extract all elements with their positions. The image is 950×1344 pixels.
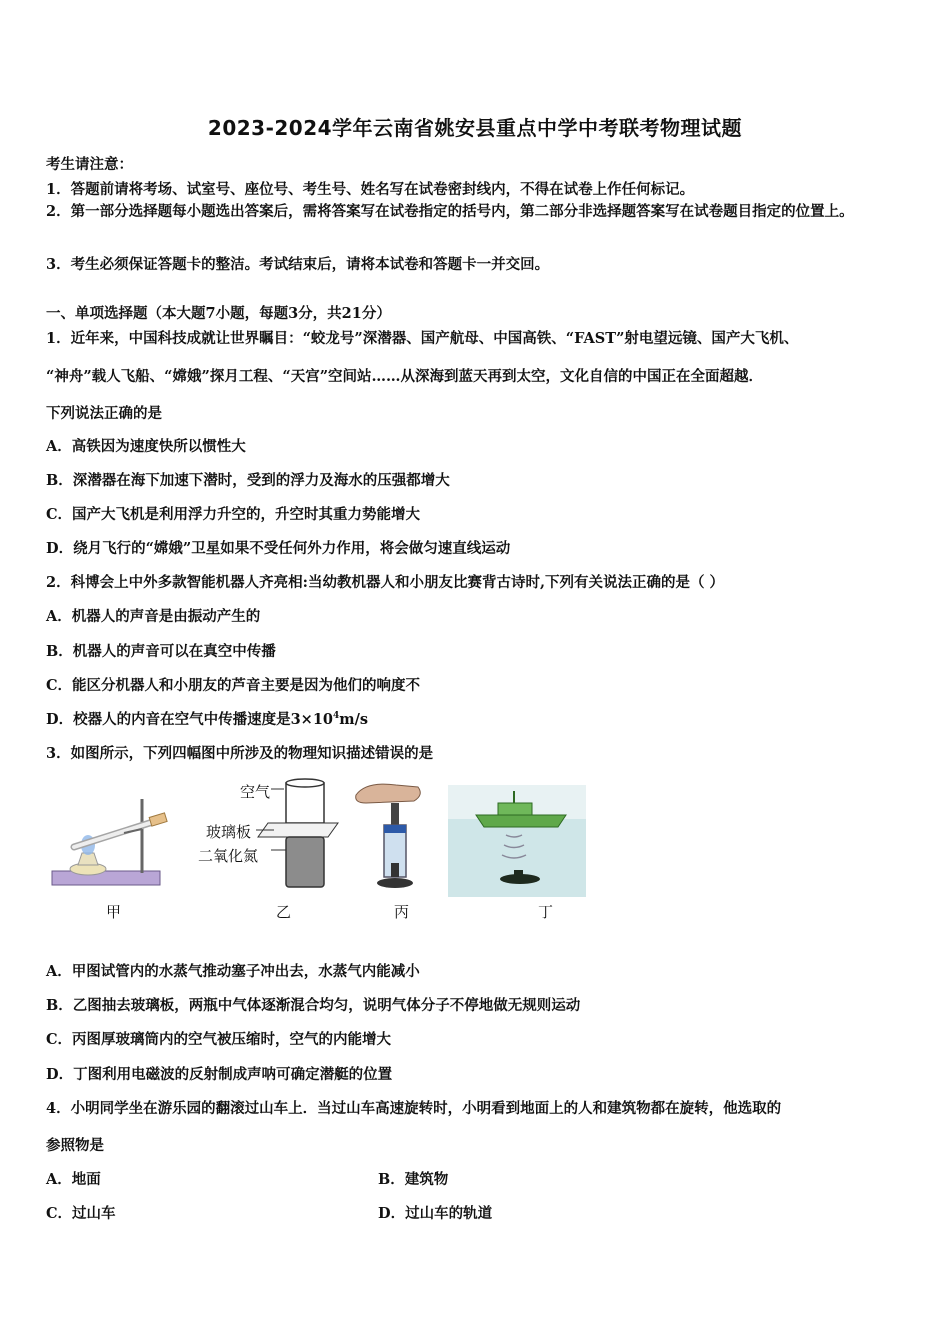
q2-speed-exp: 4 [333, 711, 340, 722]
page-title: 2023-2024学年云南省姚安县重点中学中考联考物理试题 [207, 116, 743, 140]
figure-jia-drawing [52, 799, 167, 885]
q1-stem-line3: 下列说法正确的是 [46, 405, 162, 422]
notice-item-3: 3．考生必须保证答题卡的整洁。考试结束后，请将本试卷和答题卡一并交回。 [46, 256, 550, 273]
q2-option-d-text: D．校器人的内音在空气中传播速度是 [46, 711, 291, 728]
q3-figure-drawing [46, 775, 606, 925]
q4-option-b: B．建筑物 [378, 1171, 449, 1188]
q2-stem: 2．科博会上中外多款智能机器人齐亮相:当幼教机器人和小朋友比赛背古诗时,下列有关说法正确的是（ ） [46, 574, 725, 591]
q2-speed-unit: m/s [339, 711, 369, 728]
q4-stem-line2: 参照物是 [46, 1137, 104, 1154]
q3-figure [46, 775, 606, 925]
figure-text-no2: 二氧化氮 [198, 847, 259, 865]
q1-option-c: C．国产大飞机是利用浮力升空的，升空时其重力势能增大 [46, 506, 421, 523]
q4-stem-line1: 4．小明同学坐在游乐园的翻滚过山车上．当过山车高速旋转时，小明看到地面上的人和建筑物都在旋转，他选取的 [46, 1100, 782, 1117]
q1-stem-line1: 1．近年来，中国科技成就让世界瞩目：“蛟龙号”深潜器、国产航母、中国高铁、“FAST”射电望远镜、国产大飞机、 [46, 330, 799, 347]
q3-stem: 3．如图所示，下列四幅图中所涉及的物理知识描述错误的是 [46, 745, 434, 762]
figure-bing-drawing [356, 784, 421, 888]
figure-label-ding: 丁 [538, 903, 554, 921]
figure-text-glass-plate: 玻璃板 [206, 823, 252, 841]
q1-option-a: A．高铁因为速度快所以惯性大 [46, 438, 246, 455]
q3-option-b: B．乙图抽去玻璃板，两瓶中气体逐渐混合均匀，说明气体分子不停地做无规则运动 [46, 997, 581, 1014]
q2-option-b: B．机器人的声音可以在真空中传播 [46, 643, 276, 660]
figure-label-yi: 乙 [276, 903, 292, 921]
q3-option-c: C．丙图厚玻璃筒内的空气被压缩时，空气的内能增大 [46, 1031, 392, 1048]
figure-text-air: 空气 [240, 783, 271, 801]
q3-option-a: A．甲图试管内的水蒸气推动塞子冲出去，水蒸气内能减小 [46, 963, 420, 980]
notice-heading: 考生请注意： [46, 156, 133, 173]
notice-item-1: 1．答题前请将考场、试室号、座位号、考生号、姓名写在试卷密封线内，不得在试卷上作任何标记。 [46, 181, 695, 198]
section-heading: 一、单项选择题（本大题7小题，每题3分，共21分） [46, 305, 391, 322]
figure-label-jia: 甲 [106, 903, 122, 921]
notice-item-2: 2．第一部分选择题每小题选出答案后，需将答案写在试卷指定的括号内，第二部分非选择题答案写在试卷题目指定的位置上。 [46, 203, 854, 220]
q4-option-a: A．地面 [46, 1171, 101, 1188]
q1-option-d: D．绕月飞行的“嫦娥”卫星如果不受任何外力作用，将会做匀速直线运动 [46, 540, 511, 557]
q3-option-d: D．丁图利用电磁波的反射制成声呐可确定潜艇的位置 [46, 1066, 393, 1083]
q2-option-d [46, 708, 368, 729]
q2-option-c: C．能区分机器人和小朋友的芦音主要是因为他们的响度不 [46, 677, 421, 694]
figure-ding-drawing [448, 785, 586, 897]
q1-option-b: B．深潜器在海下加速下潜时，受到的浮力及海水的压强都增大 [46, 472, 450, 489]
q2-option-a: A．机器人的声音是由振动产生的 [46, 608, 261, 625]
q4-option-d: D．过山车的轨道 [378, 1205, 493, 1222]
figure-label-bing: 丙 [394, 903, 410, 921]
q1-stem-line2: “神舟”载人飞船、“嫦娥”探月工程、“天宫”空间站……从深海到蓝天再到太空，文化自信的中国正在全面超越． [46, 368, 764, 385]
q4-option-c: C．过山车 [46, 1205, 116, 1222]
q2-speed-base: 3×10 [290, 711, 333, 728]
